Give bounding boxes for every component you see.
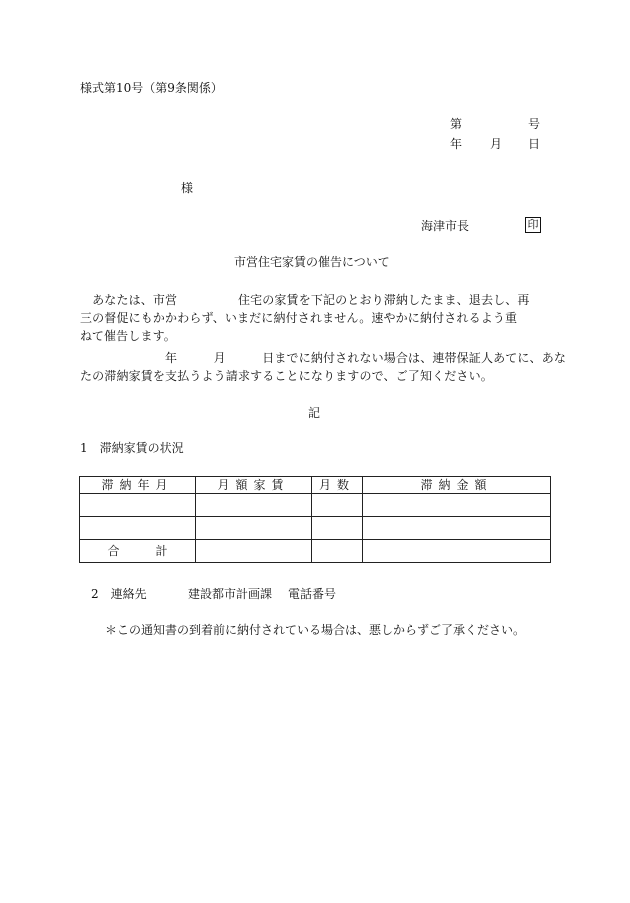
arrears-table xyxy=(79,476,551,563)
seal-mark: 印 xyxy=(525,217,541,233)
section1-heading: 1 滞納家賃の状況 xyxy=(80,441,184,455)
table-cell xyxy=(312,494,363,517)
table-row xyxy=(80,517,551,540)
table-cell xyxy=(80,517,196,540)
doc-number-prefix: 第 xyxy=(450,117,463,131)
document-title: 市営住宅家賃の催告について xyxy=(234,255,390,269)
body-line: ねて催告します。 xyxy=(80,329,176,343)
table-cell xyxy=(312,517,363,540)
table-cell xyxy=(196,540,312,563)
header-month-count: 月数 xyxy=(312,477,363,494)
doc-number-suffix: 号 xyxy=(528,117,541,131)
table-cell xyxy=(80,494,196,517)
table-cell xyxy=(312,540,363,563)
total-label: 合 計 xyxy=(80,540,196,563)
body-line: たの滞納家賃を支払うよう請求することになりますので、ご了知ください。 xyxy=(80,369,493,383)
table-row xyxy=(80,494,551,517)
table-cell xyxy=(196,517,312,540)
body-line: 年 月 日までに納付されない場合は、連帯保証人あてに、あな xyxy=(80,351,567,365)
table-header-row xyxy=(80,477,551,494)
header-arrears-month: 滞納年月 xyxy=(80,477,196,494)
notice-text: ＊この通知書の到着前に納付されている場合は、悪しからずご了承ください。 xyxy=(105,623,526,637)
section2-heading: 2 連絡先 xyxy=(91,587,147,601)
body-line: あなたは、市営 住宅の家賃を下記のとおり滞納したまま、退去し、再 xyxy=(80,293,530,307)
contact-department: 建設都市計画課 xyxy=(188,587,273,601)
record-mark: 記 xyxy=(308,406,321,420)
form-label: 様式第10号（第9条関係） xyxy=(80,81,223,95)
date-month: 月 xyxy=(490,137,503,151)
table-cell xyxy=(363,494,551,517)
table-cell xyxy=(196,494,312,517)
table-total-row xyxy=(80,540,551,563)
body-line: 三の督促にもかかわらず、いまだに納付されません。速やかに納付されるよう重 xyxy=(80,311,518,325)
header-arrears-amount: 滞納金額 xyxy=(363,477,551,494)
date-year: 年 xyxy=(450,137,463,151)
date-day: 日 xyxy=(528,137,541,151)
header-monthly-rent: 月額家賃 xyxy=(196,477,312,494)
table-cell xyxy=(363,517,551,540)
table-cell xyxy=(363,540,551,563)
sender-name: 海津市長 xyxy=(421,219,470,233)
phone-label: 電話番号 xyxy=(288,587,337,601)
recipient-honorific: 様 xyxy=(181,181,194,195)
